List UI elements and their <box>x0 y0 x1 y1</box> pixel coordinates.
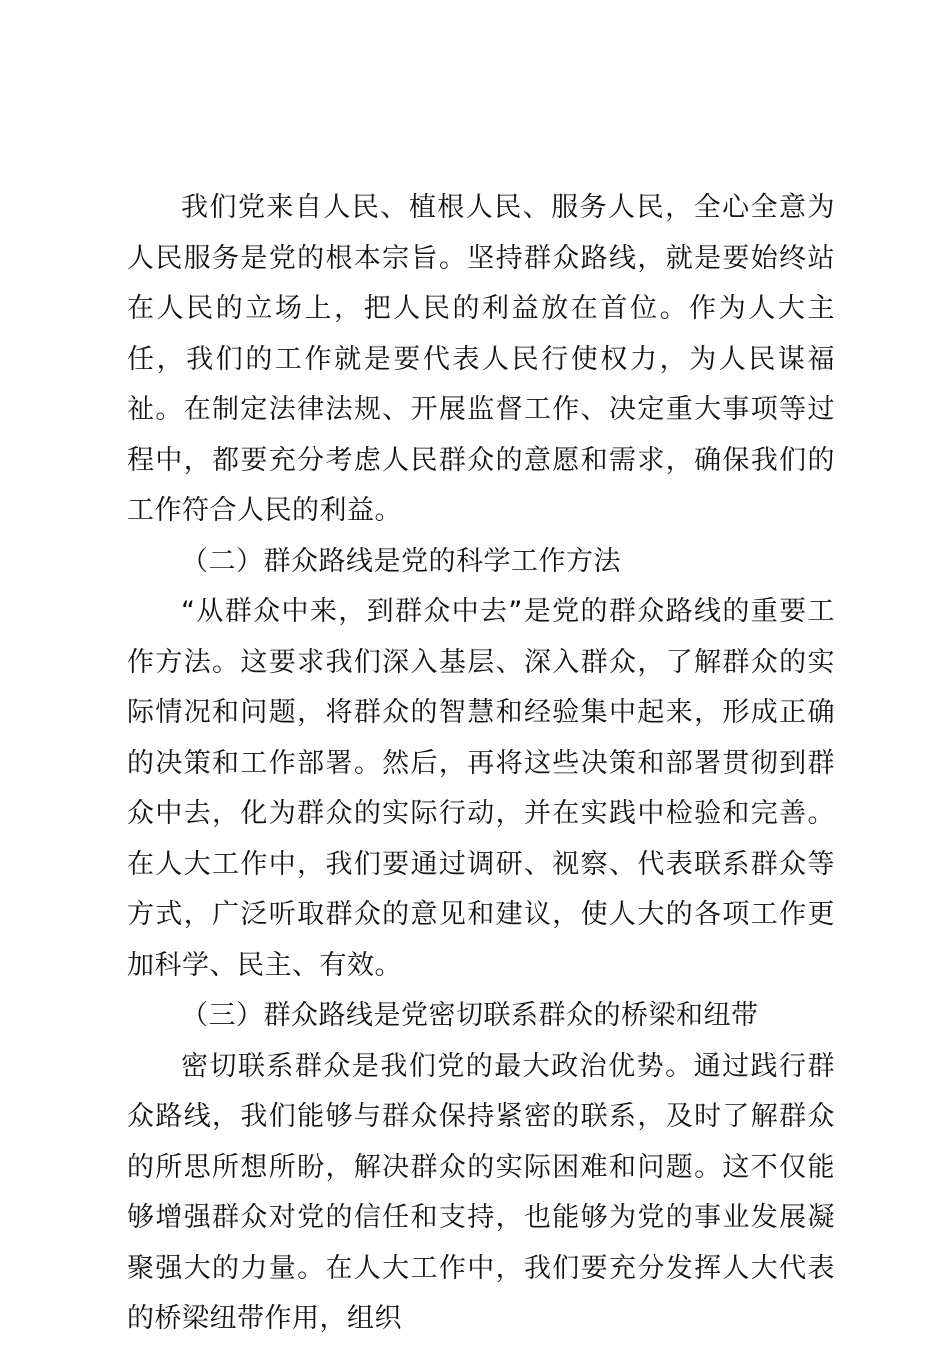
paragraph-body: 我们党来自人民、植根人民、服务人民，全心全意为人民服务是党的根本宗旨。坚持群众路线，就是要始终站在人民的立场上，把人民的利益放在首位。作为人大主任，我们的工作就是要代表人民行使权力，为人民谋福祉。在制定法律法规、开展监督工作、决定重大事项等过程中，都要充分考虑人民群众的意愿和需求，确保我们的工作符合人民的利益。 <box>127 192 835 526</box>
paragraph-body: 密切联系群众是我们党的最大政治优势。通过践行群众路线，我们能够与群众保持紧密的联系，及时了解群众的所思所想所盼，解决群众的实际困难和问题。这不仅能够增强群众对党的信任和支持，也能够为党的事业发展凝聚强大的力量。在人大工作中，我们要充分发挥人大代表的桥梁纽带作用，组织 <box>127 1050 835 1334</box>
paragraph-body: “从群众中来，到群众中去”是党的群众路线的重要工作方法。这要求我们深入基层、深入群众，了解群众的实际情况和问题，将群众的智慧和经验集中起来，形成正确的决策和工作部署。然后，再将这些决策和部署贯彻到群众中去，化为群众的实际行动，并在实践中检验和完善。在人大工作中，我们要通过调研、视察、代表联系群众等方式，广泛听取群众的意见和建议，使人大的各项工作更加科学、民主、有效。 <box>127 596 835 981</box>
section-heading: （三）群众路线是党密切联系群众的桥梁和纽带 <box>181 1000 759 1031</box>
document-body <box>127 183 835 1345</box>
section-heading: （二）群众路线是党的科学工作方法 <box>181 545 621 577</box>
